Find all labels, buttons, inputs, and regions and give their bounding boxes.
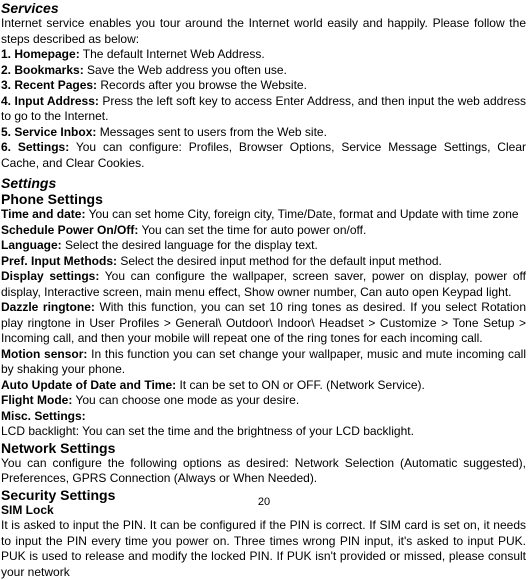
phone-item-input-methods xyxy=(1,254,526,270)
network-settings-text: You can configure the following options as desired: Network Selection (Automatic suggested), Preferences, GPRS Connection (Always or When Needed). xyxy=(1,455,526,485)
item-text: You can set the time for auto power on/off. xyxy=(138,222,367,237)
services-intro: Internet service enables you tour around the Internet world easily and happily. Please follow the steps described as below: xyxy=(1,16,526,46)
phone-item-auto-update xyxy=(1,378,526,394)
item-text: Messages sent to users from the Web site. xyxy=(96,124,327,139)
item-label: Flight Mode: xyxy=(1,393,73,407)
misc-lcd-backlight: LCD backlight: You can set the time and the brightness of your LCD backlight. xyxy=(1,424,414,438)
item-text: In this function you can set change your wallpaper, music and mute incoming call by shaking your phone. xyxy=(1,346,526,376)
item-label: Language: xyxy=(1,238,62,252)
phone-item-misc-settings xyxy=(1,409,526,425)
item-label: Dazzle ringtone: xyxy=(1,300,95,314)
services-item-bookmarks xyxy=(1,63,526,79)
item-label: 3. Recent Pages: xyxy=(1,78,98,92)
services-item-input-address xyxy=(1,94,526,125)
item-label: Auto Update of Date and Time: xyxy=(1,377,177,392)
services-item-settings xyxy=(1,140,526,171)
sim-lock-heading: SIM Lock xyxy=(1,502,54,517)
item-label: Schedule Power On/Off: xyxy=(1,222,139,237)
item-text: It can be set to ON or OFF. (Network Service). xyxy=(176,377,425,392)
document-page xyxy=(1,0,526,580)
phone-item-display-settings xyxy=(1,269,526,300)
page-number: 20 xyxy=(257,496,271,508)
phone-settings-heading: Phone Settings xyxy=(1,191,103,207)
item-label: 2. Bookmarks: xyxy=(1,62,84,77)
item-text: With this function, you can set 10 ring tones as desired. If you select Rotation play ringtone in User Profiles > General\ Outdoor\ Indoor\ Headset > Customize > Tone Setup > Incoming call, and then your mobile will repeat one of the ring tones for each incoming call. xyxy=(1,300,526,345)
sim-lock-text: It is asked to input the PIN. It can be configured if the PIN is correct. If SIM card is set on, it needs to input the PIN every time you power on. Three times wrong PIN input, it's asked to input PUK. PUK is used to release and modify the locked PIN. If PUK isn't provided or missed, please consult your network xyxy=(1,518,526,579)
item-label: Time and date: xyxy=(1,207,86,221)
item-label: 4. Input Address: xyxy=(1,93,99,108)
item-text: Records after you browse the Website. xyxy=(97,78,307,92)
services-item-recent-pages xyxy=(1,78,526,94)
item-text: Press the left soft key to access Enter Address, and then input the web address to go to the Internet. xyxy=(1,93,526,123)
item-text: Select the desired input method for the default input method. xyxy=(117,253,442,268)
services-item-service-inbox xyxy=(1,125,526,141)
item-text: You can set home City, foreign city, Time/Date, format and Update with time zone xyxy=(85,207,519,221)
item-label: Display settings: xyxy=(1,269,100,283)
phone-item-dazzle-ringtone xyxy=(1,300,526,347)
item-label: Misc. Settings: xyxy=(1,408,86,423)
phone-item-motion-sensor xyxy=(1,347,526,378)
item-text: You can choose one mode as your desire. xyxy=(72,393,300,407)
network-settings-heading: Network Settings xyxy=(1,439,116,456)
services-heading: Services xyxy=(1,0,59,16)
item-label: Motion sensor: xyxy=(1,346,88,361)
item-text: Select the desired language for the display text. xyxy=(61,238,318,252)
item-label: Pref. Input Methods: xyxy=(1,253,117,268)
item-text: Save the Web address you often use. xyxy=(83,62,287,77)
security-settings-heading: Security Settings xyxy=(1,486,116,503)
settings-heading: Settings xyxy=(1,175,57,191)
item-label: 5. Service Inbox: xyxy=(1,124,97,139)
phone-item-time-date xyxy=(1,207,526,223)
item-text: You can configure: Profiles, Browser Options, Service Message Settings, Clear Cache, and Clear Cookies. xyxy=(1,140,526,170)
item-label: 1. Homepage: xyxy=(1,47,80,61)
phone-item-flight-mode xyxy=(1,393,526,409)
item-text: The default Internet Web Address. xyxy=(79,47,265,61)
services-item-homepage xyxy=(1,47,526,63)
phone-item-schedule-power xyxy=(1,223,526,239)
item-label: 6. Settings: xyxy=(1,140,70,154)
phone-item-language xyxy=(1,238,526,254)
item-text: You can configure the wallpaper, screen saver, power on display, power off display, Interactive screen, main menu effect, Show owner number, Can auto open Keypad light. xyxy=(1,269,527,299)
